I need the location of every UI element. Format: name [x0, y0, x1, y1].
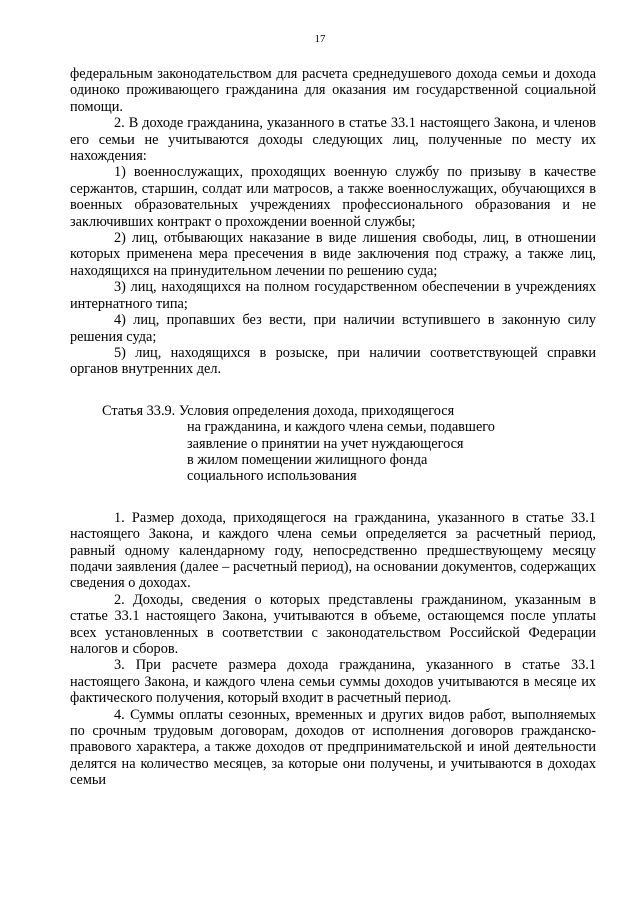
paragraph: 2. Доходы, сведения о которых представлены гражданином, указанным в статье 33.1 настоящего Закона, учитываются в объеме, остающемся после уплаты всех установленных в соответствии с законодательством Российской Федерации налогов и сборов. [70, 591, 596, 657]
document-body [70, 66, 596, 789]
paragraph: 1. Размер дохода, приходящегося на гражданина, указанного в статье 33.1 настоящего Закона, и каждого члена семьи определяется за расчетный период, равный одному календарному году, непосредственно предшествующему месяцу подачи заявления (далее – расчетный период), на основании документов, содержащих сведения о доходах. [70, 509, 596, 592]
list-item: 1) военнослужащих, проходящих военную службу по призыву в качестве сержантов, старшин, солдат или матросов, а также военнослужащих, обучающихся в военных образовательных учреждениях профессионального образования и не заключивших контракт о прохождении военной службы; [70, 164, 596, 230]
article-title-line: в жилом помещении жилищного фонда [187, 451, 428, 468]
article-title-line: на гражданина, и каждого члена семьи, подавшего [187, 419, 495, 436]
paragraph: 2. В доходе гражданина, указанного в статье 33.1 настоящего Закона, и членов его семьи не учитываются доходы следующих лиц, полученные по месту их нахождения: [70, 115, 596, 165]
paragraph: федеральным законодательством для расчета среднедушевого дохода семьи и дохода одиноко проживающего гражданина для оказания им государственной социальной помощи. [70, 66, 596, 115]
list-item: 5) лиц, находящихся в розыске, при наличии соответствующей справки органов внутренних дел. [70, 344, 596, 378]
paragraph: 3. При расчете размера дохода гражданина, указанного в статье 33.1 настоящего Закона, и каждого члена семьи суммы доходов учитываются в месяце их фактического получения, который входит в расчетный период. [70, 657, 596, 707]
article-title-line: Условия определения дохода, приходящегося [178, 402, 455, 419]
page-number: 17 [314, 33, 326, 45]
article-title-line: заявление о принятии на учет нуждающегося [187, 435, 464, 452]
paragraph: 4. Суммы оплаты сезонных, временных и других видов работ, выполняемых по срочным трудовым договорам, доходов от исполнения договоров гражданско-правового характера, а также доходов от предпринимательской и иной деятельности делятся на количество месяцев, за которые они получены, и учитываются в доходах семьи [70, 706, 596, 789]
article-heading [70, 403, 596, 485]
article-title-line: социального использования [187, 468, 357, 485]
article-label: Статья 33.9. [102, 402, 176, 419]
list-item: 4) лиц, пропавших без вести, при наличии вступившего в законную силу решения суда; [70, 312, 596, 345]
list-item: 2) лиц, отбывающих наказание в виде лишения свободы, лиц, в отношении которых применена мера пресечения в виде заключения под стражу, а также лиц, находящихся на принудительном лечении по решению суда; [70, 230, 596, 279]
list-item: 3) лиц, находящихся на полном государственном обеспечении в учреждениях интернатного типа; [70, 279, 596, 312]
